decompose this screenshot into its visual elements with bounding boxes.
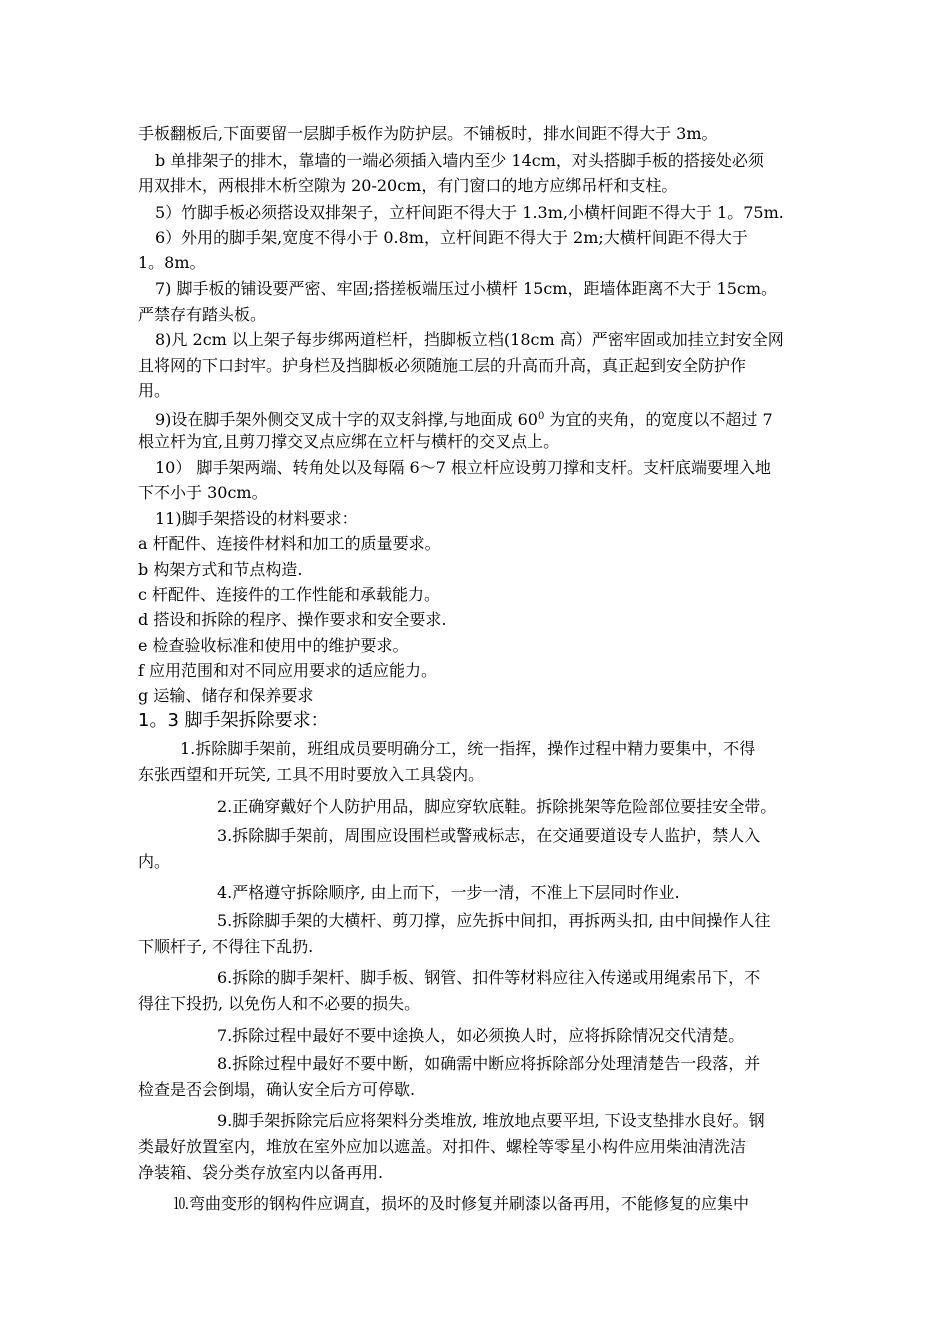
text-line: 3.拆除脚手架前，周围应设围栏或警戒标志，在交通要道设专人监护，禁人入 [217, 826, 761, 845]
text-line: 下不小于 30cm。 [138, 483, 268, 502]
text-line [155, 407, 773, 430]
text-line: 且将网的下口封牢。护身栏及挡脚板必须随施工层的升高而升高，真正起到安全防护作 [138, 356, 747, 375]
text-line: 用双排木，两根排木析空隙为 20-20cm，有门窗口的地方应绑吊杆和支柱。 [138, 176, 678, 195]
text-run: 为宜的夹角，的宽度以不超过 7 [544, 410, 773, 429]
text-line: 5.拆除脚手架的大横杆、剪刀撑，应先拆中间扣，再拆两头扣, 由中间操作人往 [217, 911, 771, 930]
text-line: 6）外用的脚手架,宽度不得小于 0.8m，立杆间距不得大于 2m;大横杆间距不得大于 [155, 228, 748, 247]
superscript: 0 [537, 411, 545, 422]
text-line: g 运输、储存和保养要求 [138, 686, 314, 705]
text-line: 6.拆除的脚手架杆、脚手板、钢管、扣件等材料应往入传递或用绳索吊下，不 [217, 968, 761, 987]
text-line: 手板翻板后,下面要留一层脚手板作为防护层。不铺板时，排水间距不得大于 3m。 [138, 124, 718, 143]
text-line: 净装箱、袋分类存放室内以备再用. [138, 1163, 384, 1182]
text-line: 1.拆除脚手架前，班组成员要明确分工，统一指挥，操作过程中精力要集中，不得 [180, 739, 756, 758]
text-line: 检查是否会倒塌，确认安全后方可停歇. [138, 1080, 416, 1099]
text-line: d 搭设和拆除的程序、操作要求和安全要求. [138, 610, 447, 629]
text-line: 下顺杆子, 不得往下乱扔. [138, 937, 314, 956]
text-line: 内。 [138, 852, 171, 871]
text-line: c 杆配件、连接件的工作性能和承载能力。 [138, 585, 441, 604]
text-line: 得往下投扔, 以免伤人和不必要的损失。 [138, 994, 421, 1013]
text-line: 9.脚手架拆除完后应将架料分类堆放, 堆放地点要平坦, 下设支垫排水良好。钢 [217, 1111, 765, 1130]
text-line: 类最好放置室内，堆放在室外应加以遮盖。对扣件、螺栓等零星小构件应用柴油清洗洁 [138, 1137, 747, 1156]
text-line: 8.拆除过程中最好不要中断，如确需中断应将拆除部分处理清楚告一段落，并 [217, 1054, 761, 1073]
text-line: f 应用范围和对不同应用要求的适应能力。 [138, 661, 438, 680]
text-line: 严禁存有踏头板。 [138, 305, 267, 324]
text-line: 4.严格遵守拆除顺序, 由上而下，一步一清，不准上下层同时作业. [217, 883, 680, 902]
text-line: a 杆配件、连接件材料和加工的质量要求。 [138, 534, 441, 553]
text-line: 11)脚手架搭设的材料要求： [155, 509, 358, 528]
text-line: 7) 脚手板的铺设要严密、牢固;搭搓板端压过小横杆 15cm，距墙体距离不大于 15cm。 [155, 279, 778, 298]
text-line: e 检查验收标准和使用中的维护要求。 [138, 636, 409, 655]
text-line: 10） 脚手架两端、转角处以及每隔 6～7 根立杆应设剪刀撑和支杆。支杆底端要埋入地 [155, 458, 771, 477]
text-run: 9)设在脚手架外侧交叉成十字的双支斜撑,与地面成 60 [155, 410, 538, 429]
section-heading: 1。3 脚手架拆除要求： [138, 710, 329, 731]
text-line: ⒑弯曲变形的钢构件应调直，损坏的及时修复并刷漆以备再用，不能修复的应集中 [173, 1194, 750, 1213]
text-line: 根立杆为宜,且剪刀撑交叉点应绑在立杆与横杆的交叉点上。 [138, 432, 560, 451]
text-line: 7.拆除过程中最好不要中途换人，如必须换人时，应将拆除情况交代清楚。 [217, 1026, 745, 1045]
text-line: 2.正确穿戴好个人防护用品，脚应穿软底鞋。拆除挑架等危险部位要挂安全带。 [217, 797, 777, 816]
text-line: 5）竹脚手板必须搭设双排架子，立杆间距不得大于 1.3m,小横杆间距不得大于 1。75m. [155, 203, 784, 222]
text-line: b 单排架子的排木，靠墙的一端必须插入墙内至少 14cm，对头搭脚手板的搭接处必须 [155, 151, 764, 170]
text-line: 东张西望和开玩笑, 工具不用时要放入工具袋内。 [138, 765, 485, 784]
text-line: 8)凡 2cm 以上架子每步绑两道栏杆，挡脚板立档(18cm 高）严密牢固或加挂立封安全网 [155, 330, 784, 349]
text-line: 用。 [138, 381, 171, 400]
text-line: b 构架方式和节点构造. [138, 560, 303, 579]
text-line: 1。8m。 [138, 253, 206, 272]
